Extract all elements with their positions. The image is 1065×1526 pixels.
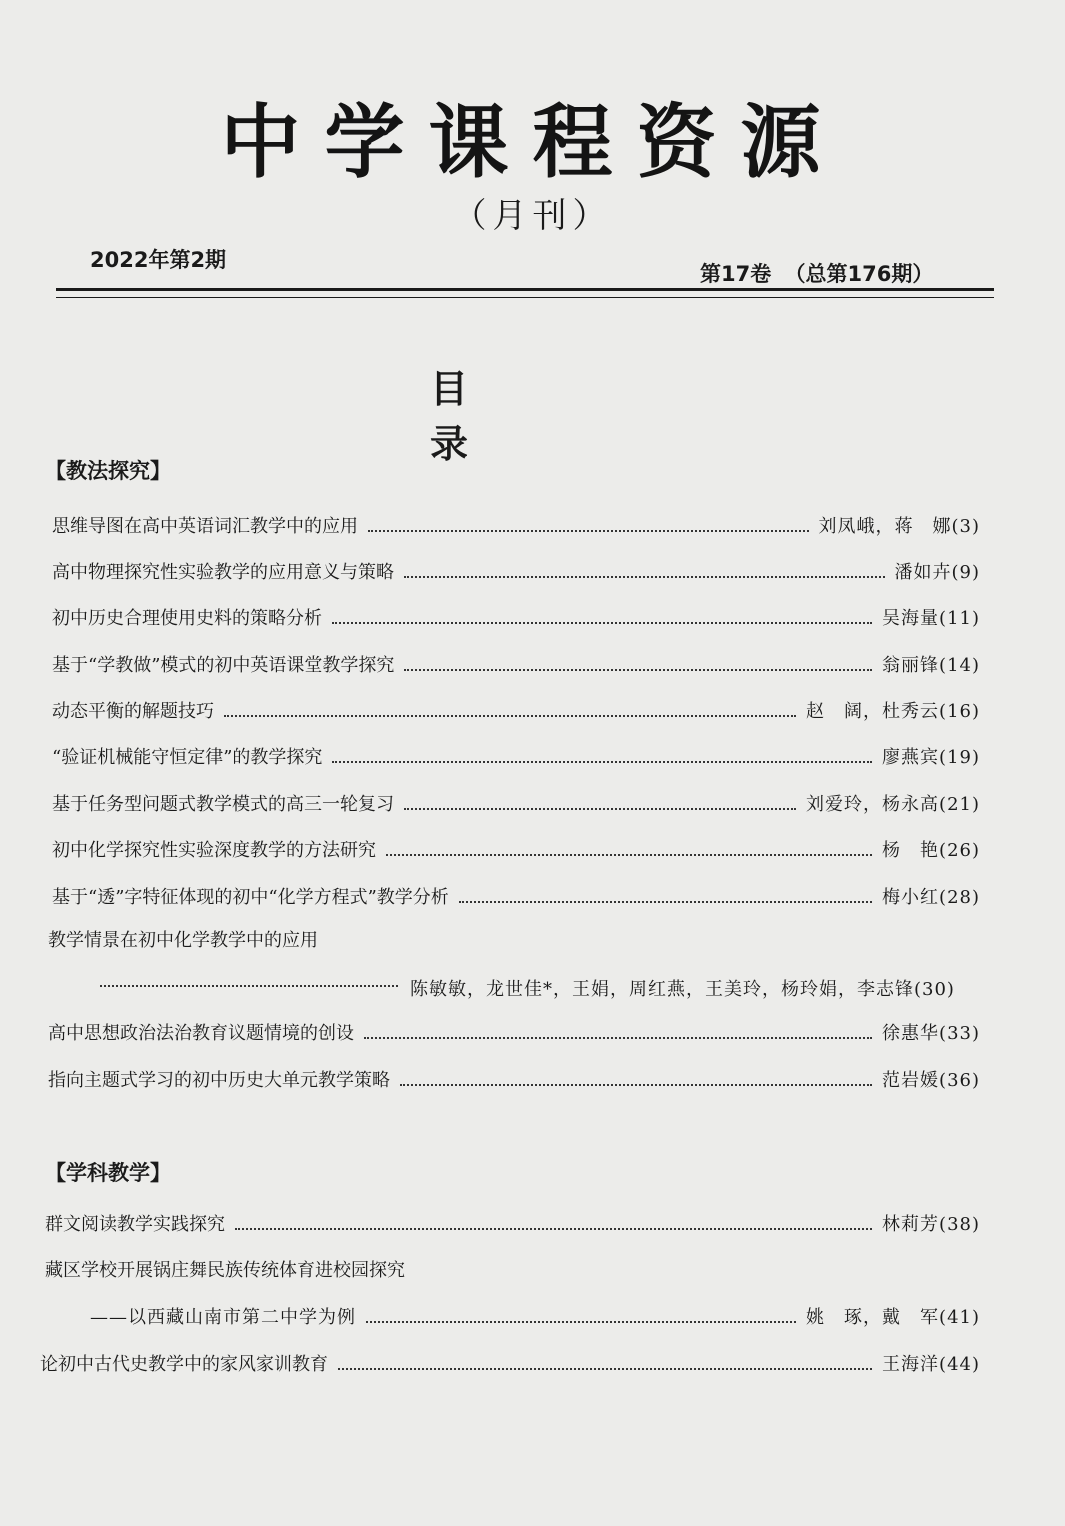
leader-dots xyxy=(404,576,885,578)
leader-dots xyxy=(459,901,872,903)
toc-entry[interactable] xyxy=(48,1019,980,1045)
leader-dots xyxy=(386,854,872,856)
entry-title: 基于“学教做”模式的初中英语课堂教学探究 xyxy=(52,655,395,676)
leader-dots xyxy=(100,985,398,987)
entry-title: 论初中古代史教学中的家风家训教育 xyxy=(40,1354,328,1375)
toc-entry[interactable] xyxy=(52,558,980,584)
entry-author: 陈敏敏，龙世佳*，王娟，周红燕，王美玲，杨玲娟，李志锋(30) xyxy=(410,979,955,1000)
toc-entry[interactable] xyxy=(52,836,980,862)
leader-dots xyxy=(332,761,872,763)
toc-entry[interactable] xyxy=(52,697,980,723)
entry-author: 林莉芳(38) xyxy=(882,1214,980,1235)
entry-title: 初中化学探究性实验深度教学的方法研究 xyxy=(52,840,376,861)
entry-author: 姚 琢，戴 军(41) xyxy=(806,1307,980,1328)
entry-author: 翁丽锋(14) xyxy=(882,655,980,676)
entry-title: 基于任务型问题式教学模式的高三一轮复习 xyxy=(52,794,394,815)
toc-entry[interactable] xyxy=(52,743,980,769)
toc-entry-authors xyxy=(410,975,980,1001)
toc-entry[interactable] xyxy=(45,1210,980,1236)
section-heading-teaching-methods: 【教法探究】 xyxy=(45,459,171,483)
entry-author: 徐惠华(33) xyxy=(882,1023,980,1044)
leader-dots xyxy=(404,808,796,810)
entry-subtitle: ——以西藏山南市第二中学为例 xyxy=(90,1307,356,1328)
entry-author: 廖燕宾(19) xyxy=(882,747,980,768)
entry-title[interactable]: 藏区学校开展锅庄舞民族传统体育进校园探究 xyxy=(45,1260,405,1281)
section-heading-subject-teaching: 【学科教学】 xyxy=(45,1161,171,1185)
toc-entry[interactable] xyxy=(40,1350,980,1376)
journal-title: 中学课程资源 xyxy=(220,96,845,189)
entry-title: 思维导图在高中英语词汇教学中的应用 xyxy=(52,516,358,537)
entry-title: 指向主题式学习的初中历史大单元教学策略 xyxy=(48,1070,390,1091)
toc-entry[interactable] xyxy=(52,512,980,538)
journal-subtitle: （月刊） xyxy=(452,196,613,236)
entry-title: 初中历史合理使用史料的策略分析 xyxy=(52,608,322,629)
leader-dots xyxy=(404,669,872,671)
leader-dots xyxy=(338,1368,872,1370)
entry-title: 高中物理探究性实验教学的应用意义与策略 xyxy=(52,562,394,583)
leader-dots xyxy=(400,1084,872,1086)
entry-author: 潘如卉(9) xyxy=(894,562,980,583)
leader-dots xyxy=(332,622,872,624)
leader-dots xyxy=(364,1037,872,1039)
leader-dots xyxy=(366,1321,796,1323)
issue-number: 2022年第2期 xyxy=(90,248,227,272)
entry-title: 高中思想政治法治教育议题情境的创设 xyxy=(48,1023,354,1044)
entry-title: 基于“透”字特征体现的初中“化学方程式”教学分析 xyxy=(52,887,449,908)
toc-entry[interactable] xyxy=(52,790,980,816)
leader-dots xyxy=(224,715,796,717)
entry-author: 梅小红(28) xyxy=(882,887,980,908)
toc-entry-subtitle xyxy=(90,1303,980,1329)
leader-dots xyxy=(368,530,809,532)
entry-title: 群文阅读教学实践探究 xyxy=(45,1214,225,1235)
entry-author: 刘凤峨，蒋 娜(3) xyxy=(818,516,980,537)
entry-author: 范岩媛(36) xyxy=(882,1070,980,1091)
volume-info: 第17卷 （总第176期） xyxy=(700,262,934,286)
entry-author: 赵 阔，杜秀云(16) xyxy=(806,701,980,722)
entry-title[interactable]: 教学情景在初中化学教学中的应用 xyxy=(48,930,318,951)
toc-entry[interactable] xyxy=(52,604,980,630)
toc-entry[interactable] xyxy=(52,651,980,677)
entry-author: 吴海量(11) xyxy=(882,608,980,629)
entry-title: “验证机械能守恒定律”的教学探究 xyxy=(52,747,323,768)
toc-heading: 目录 xyxy=(430,366,579,466)
entry-title: 动态平衡的解题技巧 xyxy=(52,701,214,722)
header-rule-thin xyxy=(56,297,994,298)
leader-dots xyxy=(235,1228,872,1230)
entry-author: 王海洋(44) xyxy=(882,1354,980,1375)
toc-entry[interactable] xyxy=(48,1066,980,1092)
entry-author: 杨 艳(26) xyxy=(882,840,980,861)
header-rule-thick xyxy=(56,288,994,291)
toc-entry[interactable] xyxy=(52,883,980,909)
entry-author: 刘爱玲，杨永高(21) xyxy=(806,794,980,815)
